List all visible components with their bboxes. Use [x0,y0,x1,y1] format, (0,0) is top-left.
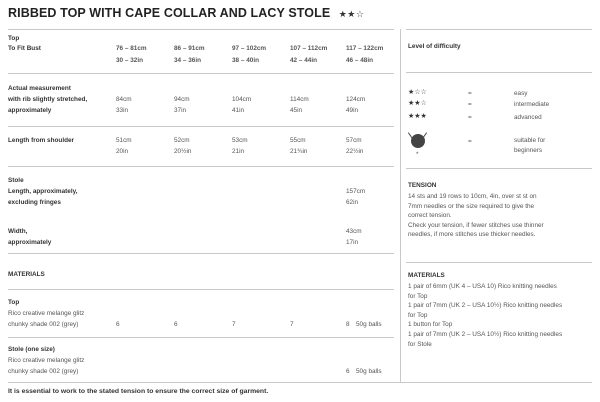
rule-right-after-legend [406,168,592,169]
needles-line-7: for Stole [408,340,432,348]
stole-width-label-1: Width, [8,228,28,235]
beginners-label-1: suitable for [514,137,546,144]
actual-in-5: 49in [346,107,359,114]
sizes-top-label: Top [8,35,20,42]
materials-stole-yarn-1: Rico creative melange glitz [8,357,85,364]
actual-cm-4: 114cm [290,96,309,103]
rule-bottom [8,382,592,383]
length-cm-2: 52cm [174,137,190,144]
length-label: Length from shoulder [8,137,75,144]
actual-label-3: approximately [8,107,52,114]
length-in-1: 20in [116,148,129,155]
size-in-2: 34 – 36in [174,57,202,64]
size-cm-1: 76 – 81cm [116,45,147,52]
size-in-5: 46 – 48in [346,57,374,64]
size-cm-3: 97 – 102cm [232,45,267,52]
actual-label-2: with rib slightly stretched, [8,96,88,103]
rule-after-top-materials [8,337,394,338]
rule-right-top [406,29,592,30]
materials-heading-left: MATERIALS [8,271,45,278]
difficulty-stars-intermediate: ★★☆ [408,100,427,107]
difficulty-eq-intermediate: = [468,101,472,108]
stole-heading: Stole [8,177,24,184]
needles-line-2: for Top [408,292,428,300]
tension-line-3: correct tension. [408,212,452,220]
beginners-label-2: beginners [514,147,543,154]
stole-width-in: 17in [346,239,359,246]
materials-top-count-3: 7 [232,321,236,328]
materials-stole-count: 6 [346,368,350,375]
needles-line-3: 1 pair of 7mm (UK 2 – USA 10½) Rico knitting needles [408,302,563,310]
rule-right-after-heading [406,72,592,73]
length-cm-3: 53cm [232,137,248,144]
materials-top-count-4: 7 [290,321,294,328]
sizes-fit-label: To Fit Bust [8,45,41,52]
needles-line-5: 1 button for Top [408,321,453,329]
size-cm-5: 117 – 122cm [346,45,384,52]
needles-line-1: 1 pair of 6mm (UK 4 – USA 10) Rico knitting needles [408,283,557,290]
stole-length-in: 62in [346,199,359,206]
difficulty-label-intermediate: intermediate [514,101,550,108]
length-in-5: 22½in [346,148,364,155]
length-in-3: 21in [232,148,245,155]
tension-heading: TENSION [408,182,437,189]
actual-in-4: 45in [290,107,303,114]
stole-width-cm: 43cm [346,228,362,235]
materials-needles-list [408,282,562,349]
stole-length-label-2: excluding fringes [8,199,61,206]
tension-footer-note: It is essential to work to the stated tension to ensure the correct size of garment. [8,388,269,395]
materials-top-heading: Top [8,299,20,306]
difficulty-eq-beginners: = [468,138,472,145]
actual-cm-5: 124cm [346,96,366,103]
size-in-3: 38 – 40in [232,57,260,64]
rule-top [8,29,394,30]
title-difficulty-stars: ★★☆ [338,9,365,19]
column-divider [400,29,401,382]
title-row [8,4,364,22]
stole-length-label-1: Length, approximately, [8,188,78,195]
page-title: RIBBED TOP WITH CAPE COLLAR AND LACY STOLE [8,6,331,20]
rule-after-sizes [8,73,394,74]
rule-after-actual [8,126,394,127]
size-in-4: 42 – 44in [290,57,318,64]
tension-line-2: 7mm needles or the size required to give the [408,202,535,210]
actual-in-1: 33in [116,107,129,114]
actual-cm-1: 84cm [116,96,132,103]
difficulty-eq-advanced: = [468,114,472,121]
materials-top-count-2: 6 [174,321,178,328]
needles-line-4: for Top [408,311,428,319]
materials-heading-right: MATERIALS [408,272,445,279]
actual-cm-3: 104cm [232,96,252,103]
rule-after-materials-heading [8,289,394,290]
difficulty-eq-easy: = [468,90,472,97]
actual-label-1: Actual measurement [8,85,71,92]
yarn-ball-needles-icon [411,134,425,148]
difficulty-label-advanced: advanced [514,114,542,121]
difficulty-label-easy: easy [514,90,528,97]
tension-line-5: needles, if more stitches use thicker needles. [408,231,536,239]
materials-top-yarn-2: chunky shade 002 (grey) [8,321,79,328]
tension-line-4: Check your tension, if fewer stitches use thinner [408,221,544,229]
stole-length-cm: 157cm [346,188,366,195]
needles-line-6: 1 pair of 7mm (UK 2 – USA 10½) Rico knitting needles [408,330,563,338]
beginners-mark: * [416,151,419,158]
materials-top-count-1: 6 [116,321,120,328]
tension-line-1: 14 sts and 19 rows to 10cm, 4in, over st st on [408,193,537,200]
stole-width-label-2: approximately [8,239,52,246]
length-cm-1: 51cm [116,137,132,144]
actual-in-3: 41in [232,107,245,114]
length-cm-4: 55cm [290,137,306,144]
materials-top-balls-label: 50g balls [356,321,382,328]
actual-in-2: 37in [174,107,187,114]
rule-after-stole [8,253,394,254]
size-cm-4: 107 – 112cm [290,45,328,52]
tension-text [408,192,544,240]
difficulty-heading: Level of difficulty [408,43,461,50]
rule-right-after-tension [406,262,592,263]
difficulty-stars-advanced: ★★★ [408,113,427,120]
materials-top-count-5: 8 [346,321,350,328]
materials-stole-heading: Stole (one size) [8,346,55,353]
actual-cm-2: 94cm [174,96,190,103]
materials-top-yarn-1: Rico creative melange glitz [8,310,85,317]
size-in-1: 30 – 32in [116,57,144,64]
size-cm-2: 86 – 91cm [174,45,205,52]
rule-after-length [8,166,394,167]
materials-stole-balls-label: 50g balls [356,368,382,375]
length-in-2: 20½in [174,148,192,155]
length-cm-5: 57cm [346,137,362,144]
difficulty-stars-easy: ★☆☆ [408,89,427,96]
length-in-4: 21¾in [290,148,308,155]
materials-stole-yarn-2: chunky shade 002 (grey) [8,368,79,375]
